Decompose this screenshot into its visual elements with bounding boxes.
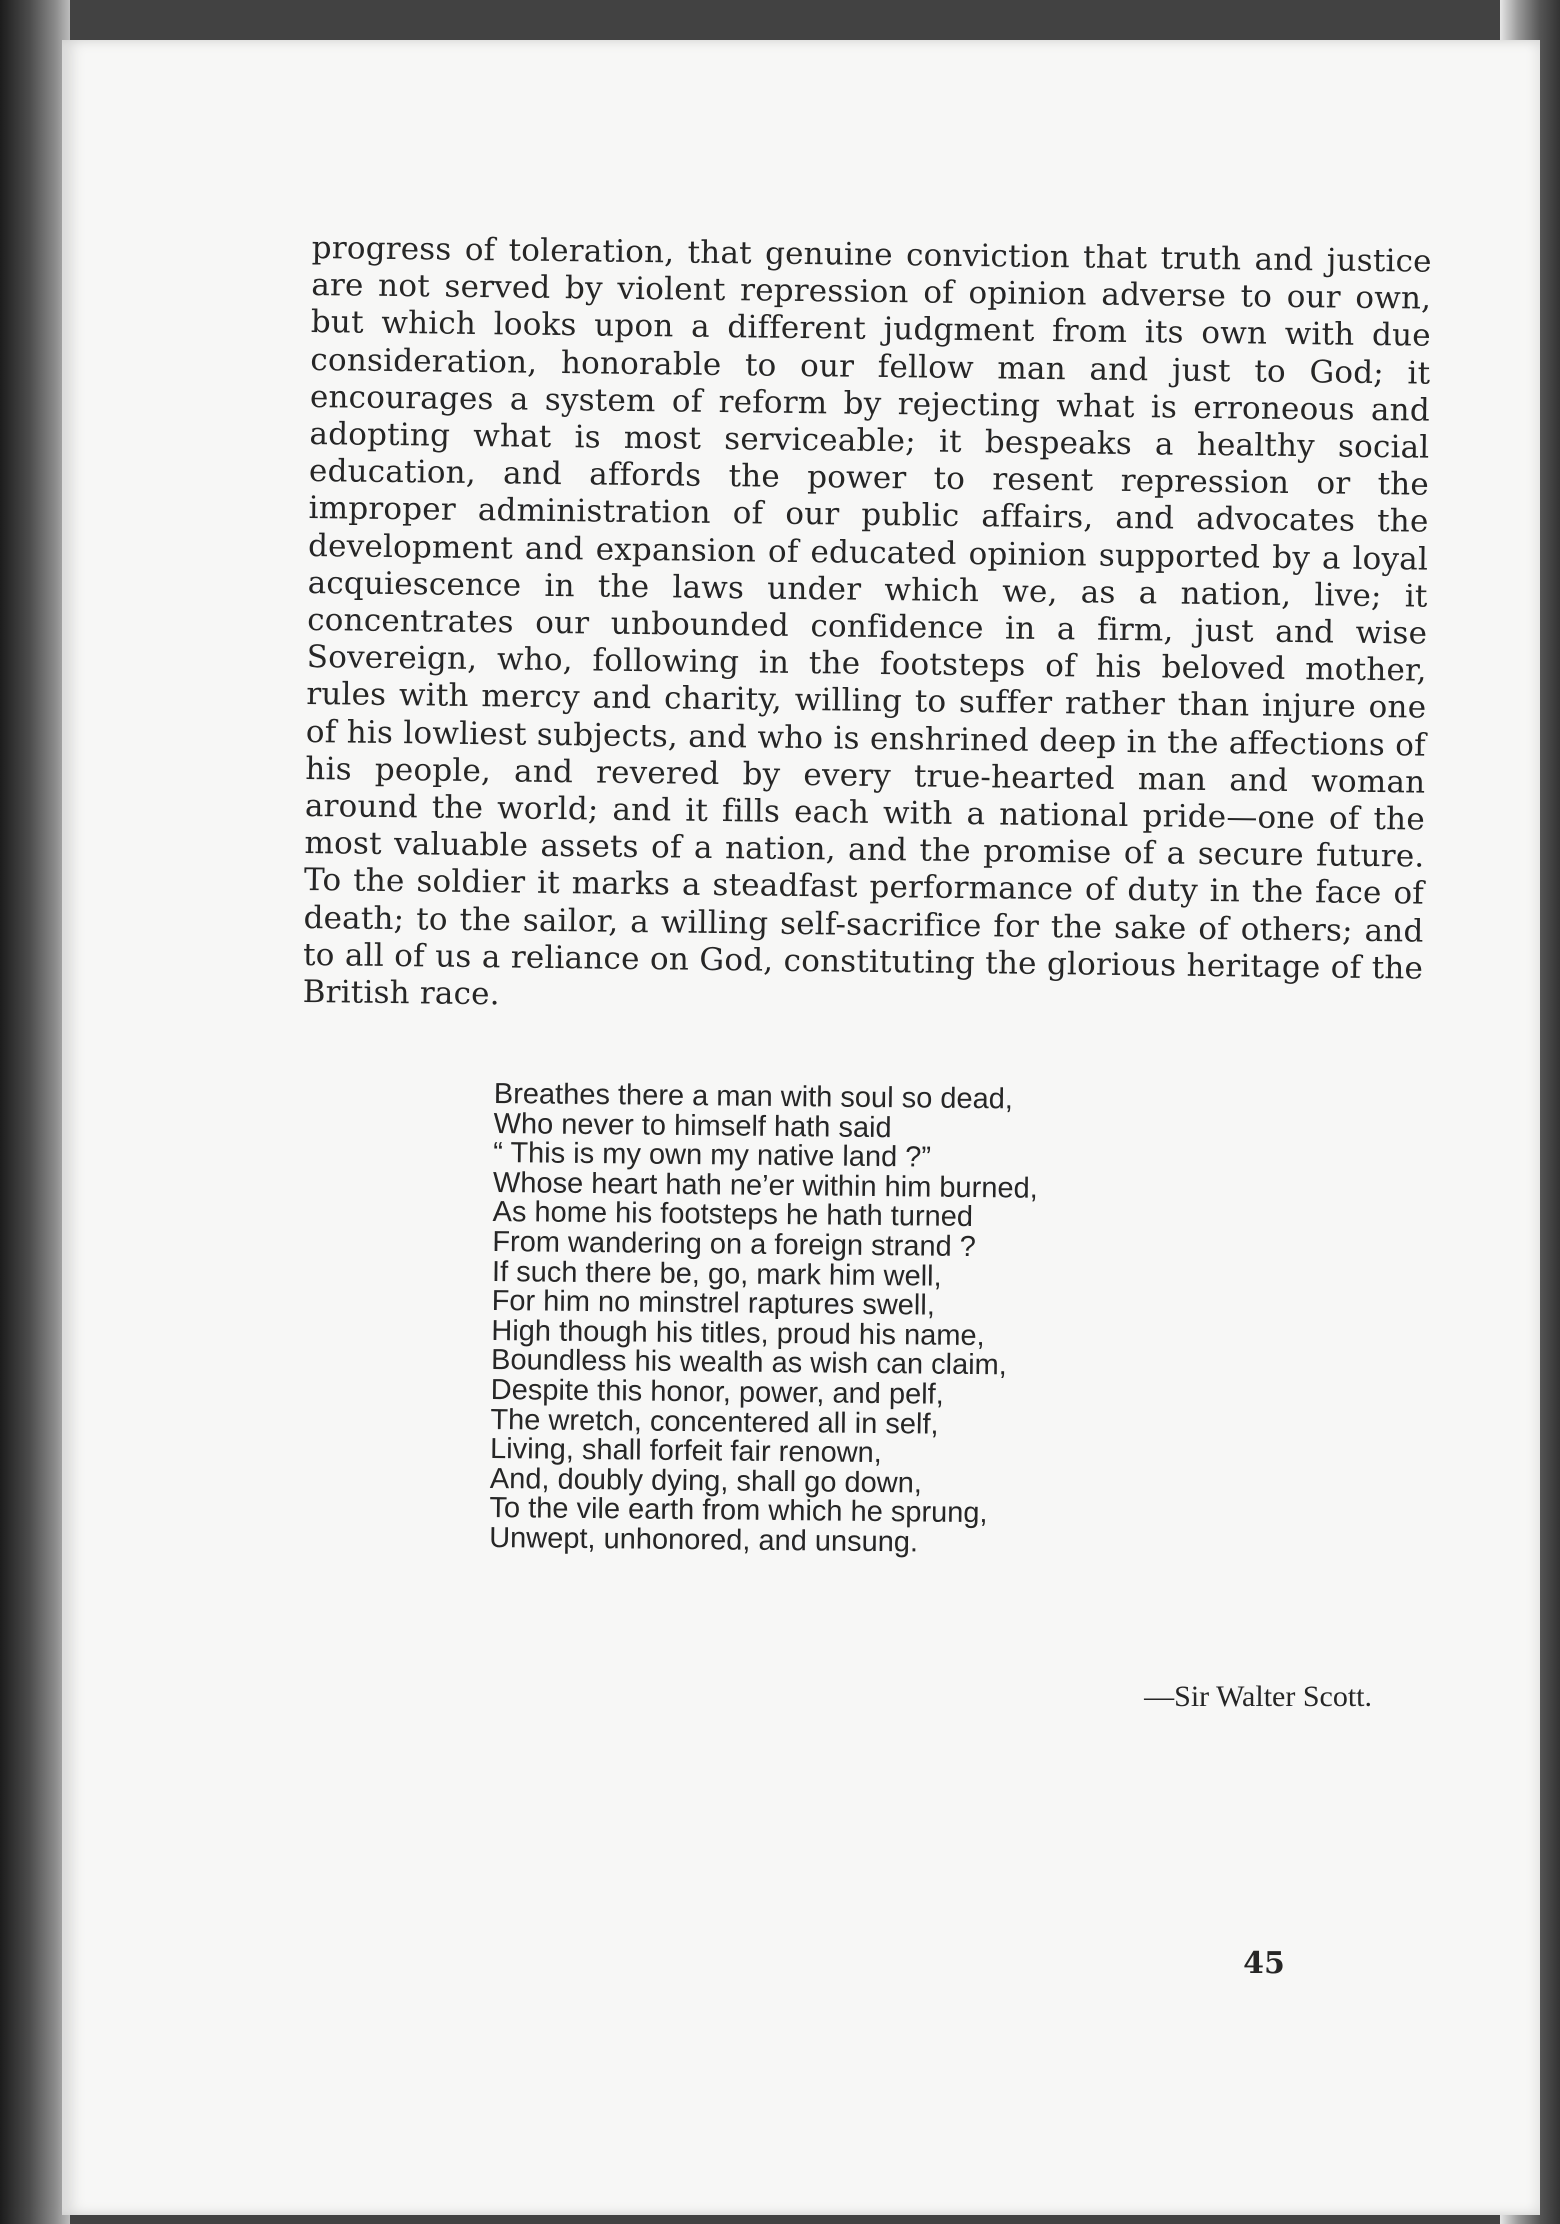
- poem-line: As home his footsteps he hath turned: [492, 1196, 974, 1234]
- poem-line: If such there be, go, mark him well,: [491, 1255, 942, 1293]
- body-paragraph: progress of toleration, that genuine conviction that truth and justice are not served by violent repression of opinion adverse to our own, but which looks upon a different judgment from its own with due consideration, honorable to our fellow man and just to God; it encourages a system of reform by rejecting what is erroneous and adopting what is most serviceable; it bespeaks a healthy social education, and affords the power to resent repression or the improper administration of our public affairs, and advocates the development and expansion of educated opinion supported by a loyal acquiescence in the laws under which we, as a nation, live; it concentrates our unbounded confidence in a firm, just and wise Sovereign, who, following in the footsteps of his beloved mother, rules with mercy and charity, willing to suffer rather than injure one of his lowliest subjects, and who is enshrined deep in the affections of his people, and revered by every true-hearted man and woman around the world; and it fills each with a national pride—one of the most valuable assets of a nation, and the promise of a secure future. To the soldier it marks a steadfast performance of duty in the face of death; to the sailor, a willing self-sacrifice for the sake of others; and to all of us a reliance on God, constituting the glorious heritage of the British race.: [302, 230, 1432, 1013]
- poem-line: And, doubly dying, shall go down,: [489, 1462, 923, 1500]
- poem-line: From wandering on a foreign strand ?: [492, 1225, 977, 1264]
- poem-line: Despite this honor, power, and pelf,: [490, 1373, 944, 1411]
- book-spine-edge: [0, 0, 70, 2224]
- poem-line: For him no minstrel raptures swell,: [491, 1285, 936, 1322]
- poem-line: Breathes there a man with soul so dead,: [493, 1078, 1014, 1116]
- poem-line: Whose heart hath ne’er within him burned,: [492, 1166, 1038, 1205]
- page-number: 45: [1243, 1946, 1285, 1981]
- book-page: [62, 40, 1540, 2215]
- poem: [489, 1080, 1254, 1561]
- poem-line: High though his titles, proud his name,: [491, 1314, 985, 1352]
- poem-attribution: —Sir Walter Scott.: [1144, 1680, 1372, 1713]
- poem-line: Boundless his wealth as wish can claim,: [490, 1344, 1008, 1382]
- poem-line: Who never to himself hath said: [493, 1107, 892, 1144]
- poem-line: “ This is my own my native land ?”: [493, 1137, 932, 1174]
- poem-line: The wretch, concentered all in self,: [490, 1403, 939, 1441]
- poem-line: Unwept, unhonored, and unsung.: [489, 1521, 919, 1559]
- poem-line: Living, shall forfeit fair renown,: [489, 1433, 882, 1470]
- poem-line: To the vile earth from which he sprung,: [489, 1492, 988, 1530]
